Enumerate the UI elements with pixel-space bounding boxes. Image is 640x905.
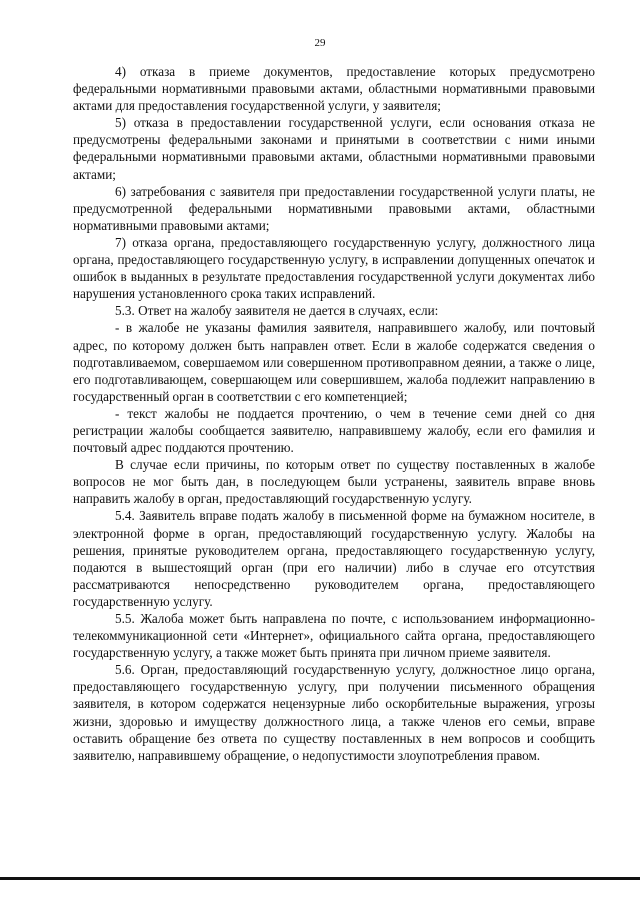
page-number: 29 xyxy=(314,37,326,49)
paragraph-section-5-6: 5.6. Орган, предоставляющий государственную услугу, должностное лицо органа, предоставляющего государственную услугу, при получении письменного обращения заявителя, в котором содержатся нецензурные либо оскорбительные выражения, угрозы жизни, здоровью и имуществу должностного лица, а также членов его семьи, вправе оставить обращение без ответа по существу поставленных в нем вопросов и сообщить заявителю, направившему обращение, о недопустимости злоупотребления правом. xyxy=(73,662,595,763)
paragraph-case-no-name: - в жалобе не указаны фамилия заявителя, направившего жалобу, или почтовый адрес, по которому должен быть направлен ответ. Если в жалобе содержатся сведения о подготавливаемом, совершаемом или совершенном противоправном деянии, а также о лице, его подготавливающем, совершающем или совершившем, жалоба подлежит направлению в государственный орган в соответствии с его компетенцией; xyxy=(73,320,595,404)
bottom-rule xyxy=(0,877,640,880)
paragraph-item-7: 7) отказа органа, предоставляющего государственную услугу, должностного лица органа, предоставляющего государственную услугу, в исправлении допущенных опечаток и ошибок в выданных в результате предоставления государственной услуги документах либо нарушения установленного срока таких исправлений. xyxy=(73,234,595,302)
paragraph-item-5: 5) отказа в предоставлении государственной услуги, если основания отказа не предусмотрены федеральными законами и принятыми в соответствии с ними иными федеральными нормативными правовыми актами, областными нормативными правовыми актами; xyxy=(73,115,595,182)
paragraph-item-4: 4) отказа в приеме документов, предоставление которых предусмотрено федеральными нормативными правовыми актами, областными нормативными правовыми актами для предоставления государственной услуги, у заявителя; xyxy=(73,64,595,114)
paragraph-section-5-3: 5.3. Ответ на жалобу заявителя не дается в случаях, если: xyxy=(115,303,439,319)
document-body xyxy=(73,63,595,764)
paragraph-item-6: 6) затребования с заявителя при предоставлении государственной услуги платы, не предусмотренной федеральными нормативными правовыми актами, областными нормативными правовыми актами; xyxy=(73,183,595,233)
paragraph-section-5-5: 5.5. Жалоба может быть направлена по почте, с использованием информационно-телекоммуникационной сети «Интернет», официального сайта органа, предоставляющего государственную услугу, а также может быть принята при личном приеме заявителя. xyxy=(73,611,595,661)
paragraph-resubmit: В случае если причины, по которым ответ по существу поставленных в жалобе вопросов не мог быть дан, в последующем были устранены, заявитель вправе вновь направить жалобу в орган, предоставляющий государственную услугу. xyxy=(73,457,595,507)
paragraph-section-5-4: 5.4. Заявитель вправе подать жалобу в письменной форме на бумажном носителе, в электронной форме в орган, предоставляющий государственную услугу. Жалобы на решения, принятые руководителем органа, предоставляющего государственную услугу, подаются в вышестоящий орган (при его наличии) либо в случае его отсутствия рассматриваются непосредственно руководителем органа, предоставляющего государственную услугу. xyxy=(73,508,595,609)
paragraph-case-unreadable: - текст жалобы не поддается прочтению, о чем в течение семи дней со дня регистрации жалобы сообщается заявителю, направившему жалобу, если его фамилия и почтовый адрес поддаются прочтению. xyxy=(73,405,595,456)
